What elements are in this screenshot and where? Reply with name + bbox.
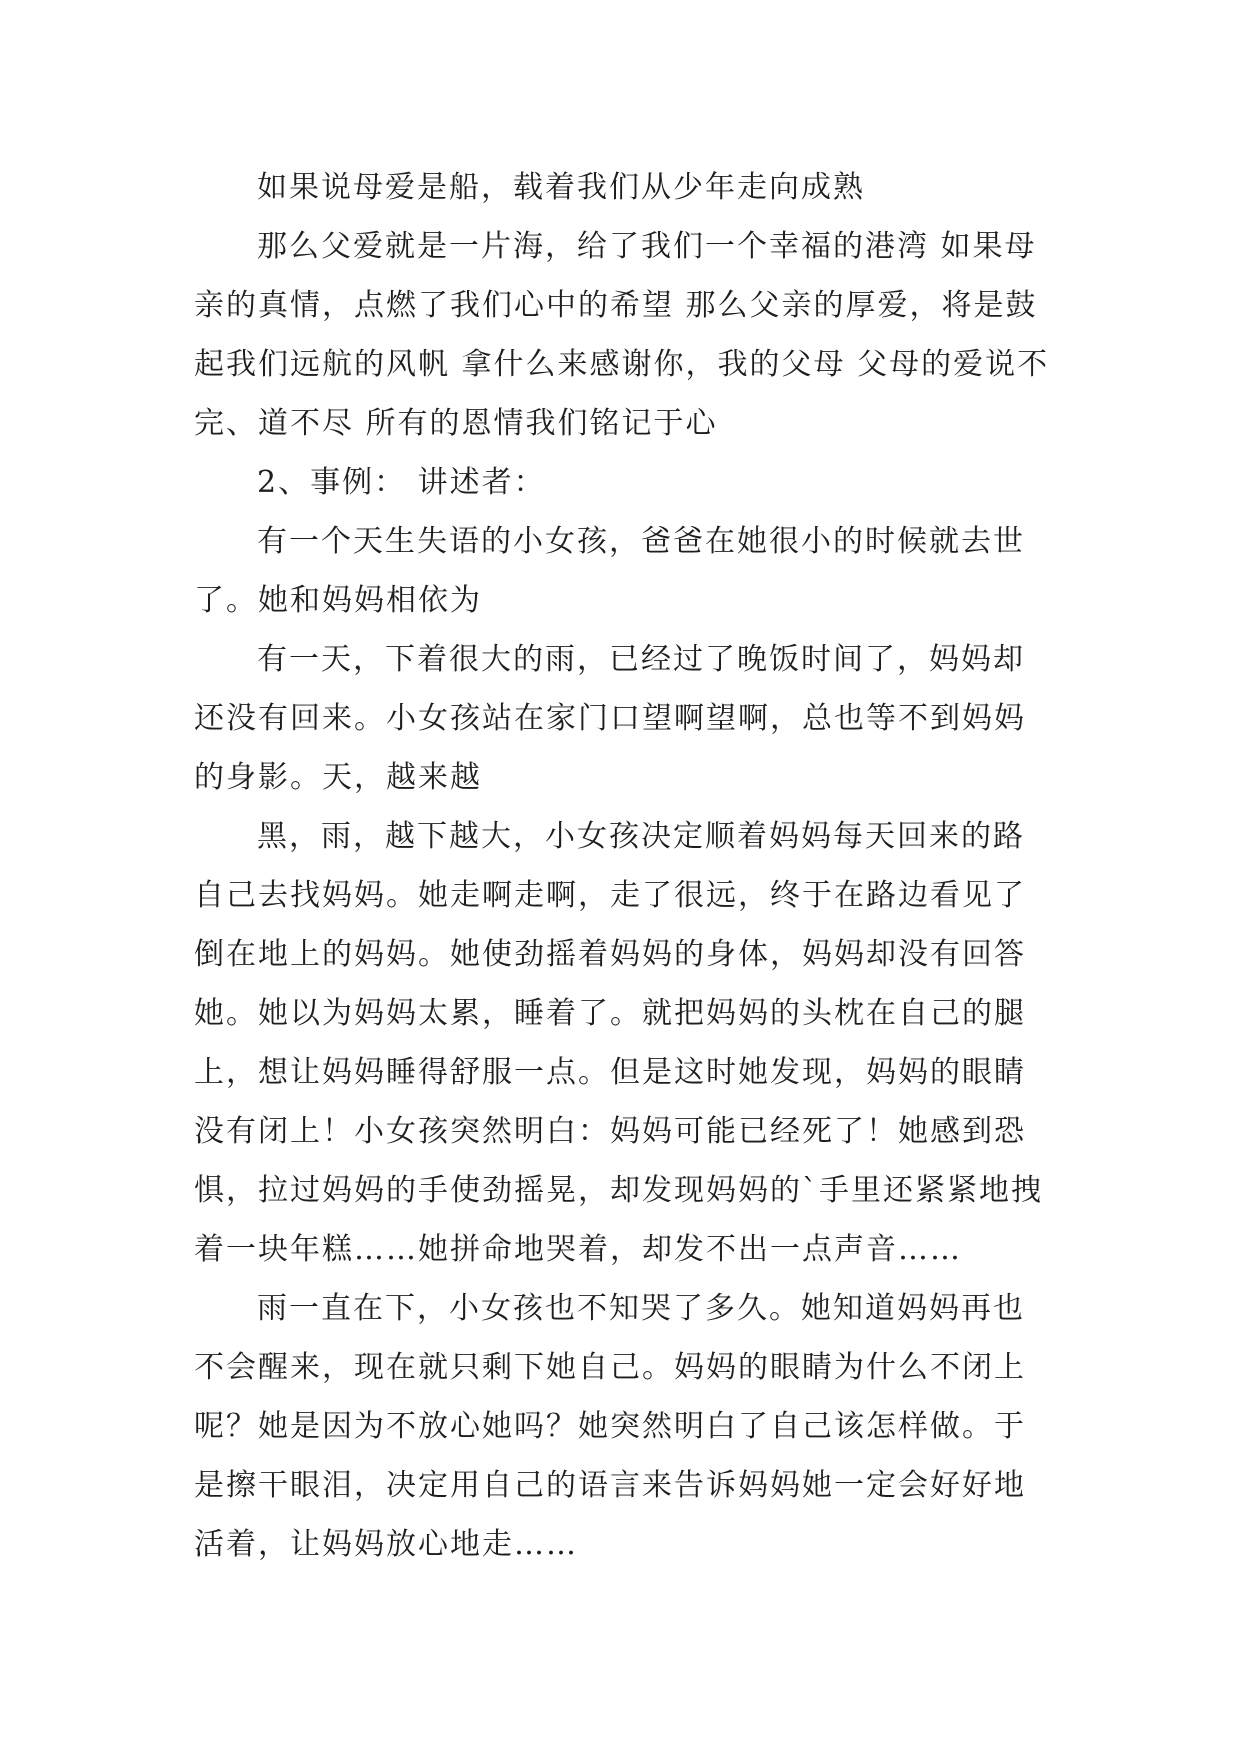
paragraph-7: 雨一直在下，小女孩也不知哭了多久。她知道妈妈再也不会醒来，现在就只剩下她自己。妈妈的眼睛为什么不闭上呢？她是因为不放心她吗？她突然明白了自己该怎样做。于是擦干眼泪，决定用自己的语言来告诉妈妈她一定会好好地活着，让妈妈放心地走…… [194,1291,1026,1562]
paragraph-5: 有一天，下着很大的雨，已经过了晚饭时间了，妈妈却还没有回来。小女孩站在家门口望啊望啊，总也等不到妈妈的身影。天，越来越 [194,642,1026,795]
paragraph-3: 2、事例： 讲述者： [257,465,546,500]
paragraph-4: 有一个天生失语的小女孩，爸爸在她很小的时候就去世了。她和妈妈相依为 [194,524,1025,618]
document-body [194,158,1054,1574]
paragraph-1: 如果说母爱是船，载着我们从少年走向成熟 [257,170,865,205]
paragraph-6: 黑，雨，越下越大，小女孩决定顺着妈妈每天回来的路自己去找妈妈。她走啊走啊，走了很远，终于在路边看见了倒在地上的妈妈。她使劲摇着妈妈的身体，妈妈却没有回答她。她以为妈妈太累，睡着了。就把妈妈的头枕在自己的腿上，想让妈妈睡得舒服一点。但是这时她发现，妈妈的眼睛没有闭上！小女孩突然明白：妈妈可能已经死了！她感到恐惧，拉过妈妈的手使劲摇晃，却发现妈妈的`手里还紧紧地拽着一块年糕……她拼命地哭着，却发不出一点声音…… [194,819,1043,1267]
paragraph-2: 那么父爱就是一片海，给了我们一个幸福的港湾 如果母亲的真情，点燃了我们心中的希望 那么父亲的厚爱，将是鼓起我们远航的风帆 拿什么来感谢你，我的父母 父母的爱说不完、道不尽 所有的恩情我们铭记于心 [194,229,1050,441]
